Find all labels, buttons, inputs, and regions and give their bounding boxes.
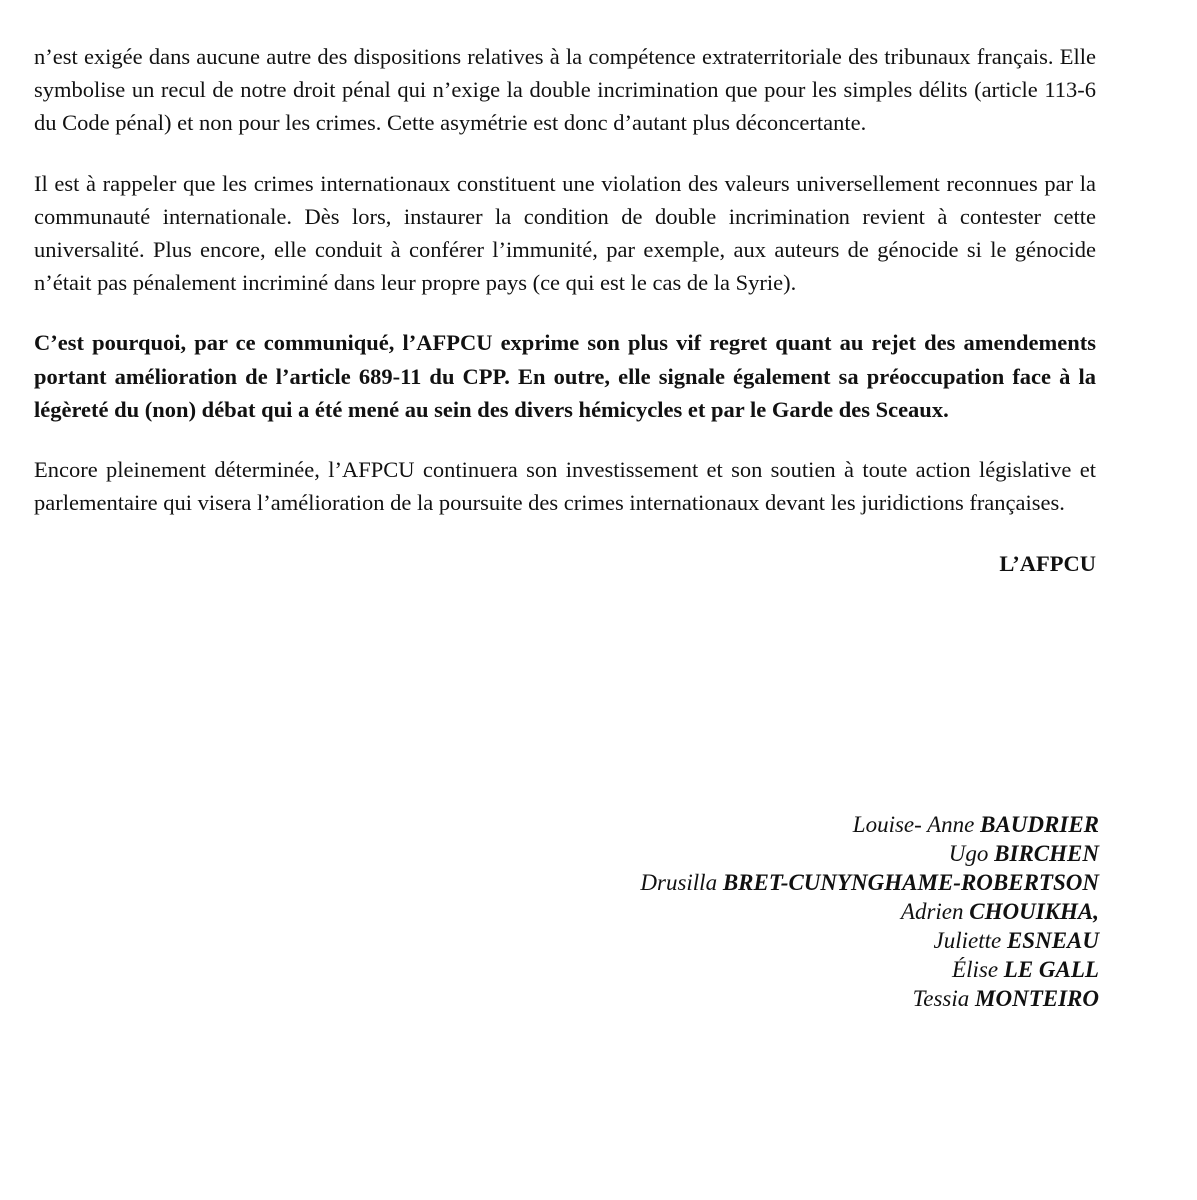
signatory-last-name: ESNEAU (1006, 928, 1099, 953)
paragraph-double-incrimination: n’est exigée dans aucune autre des dispositions relatives à la compétence extraterritoriale des tribunaux français. Elle symbolise un recul de notre droit pénal qui n’exige la double incrimination que pour les simples délits (article 113-6 du Code pénal) et non pour les crimes. Cette asymétrie est donc d’autant plus déconcertante. (34, 44, 1096, 136)
signatory (640, 955, 1099, 984)
signatory (640, 926, 1099, 955)
signatory-last-name: LE GALL (1003, 957, 1099, 982)
signatory (640, 868, 1099, 897)
signatory-last-name: BRET-CUNYNGHAME-ROBERTSON (722, 870, 1099, 895)
signatory-first-name: Adrien (900, 899, 964, 924)
paragraph-continued-commitment: Encore pleinement déterminée, l’AFPCU continuera son investissement et son soutien à toute action législative et parlementaire qui visera l’amélioration de la poursuite des crimes internationaux devant les juridictions françaises. (34, 457, 1096, 516)
signatory (640, 839, 1099, 868)
signatory-first-name: Drusilla (640, 870, 718, 895)
paragraph-regret-statement: C’est pourquoi, par ce communiqué, l’AFPCU exprime son plus vif regret quant au rejet des amendements portant amélioration de l’article 689-11 du CPP. En outre, elle signale également sa préoccupation face à la légèreté du (non) débat qui a été mené au sein des divers hémicycles et par le Garde des Sceaux. (34, 330, 1096, 422)
signatory-first-name: Élise (952, 957, 999, 982)
document-body (34, 40, 1096, 580)
signatories-list (640, 810, 1099, 1013)
signatory-first-name: Louise- Anne (852, 812, 975, 837)
signatory (640, 810, 1099, 839)
signatory-last-name: BAUDRIER (980, 812, 1099, 837)
signatory (640, 984, 1099, 1013)
signatory-last-name: CHOUIKHA, (969, 899, 1099, 924)
signatory-last-name: MONTEIRO (975, 986, 1099, 1011)
signatory-last-name: BIRCHEN (994, 841, 1099, 866)
signoff-organization: L’AFPCU (999, 551, 1096, 577)
signatory (640, 897, 1099, 926)
signatory-first-name: Ugo (948, 841, 989, 866)
signatory-first-name: Juliette (933, 928, 1002, 953)
signatory-first-name: Tessia (912, 986, 970, 1011)
paragraph-universal-values: Il est à rappeler que les crimes internationaux constituent une violation des valeurs universellement reconnues par la communauté internationale. Dès lors, instaurer la condition de double incrimination revient à contester cette universalité. Plus encore, elle conduit à conférer l’immunité, par exemple, aux auteurs de génocide si le génocide n’était pas pénalement incriminé dans leur propre pays (ce qui est le cas de la Syrie). (34, 170, 1096, 296)
